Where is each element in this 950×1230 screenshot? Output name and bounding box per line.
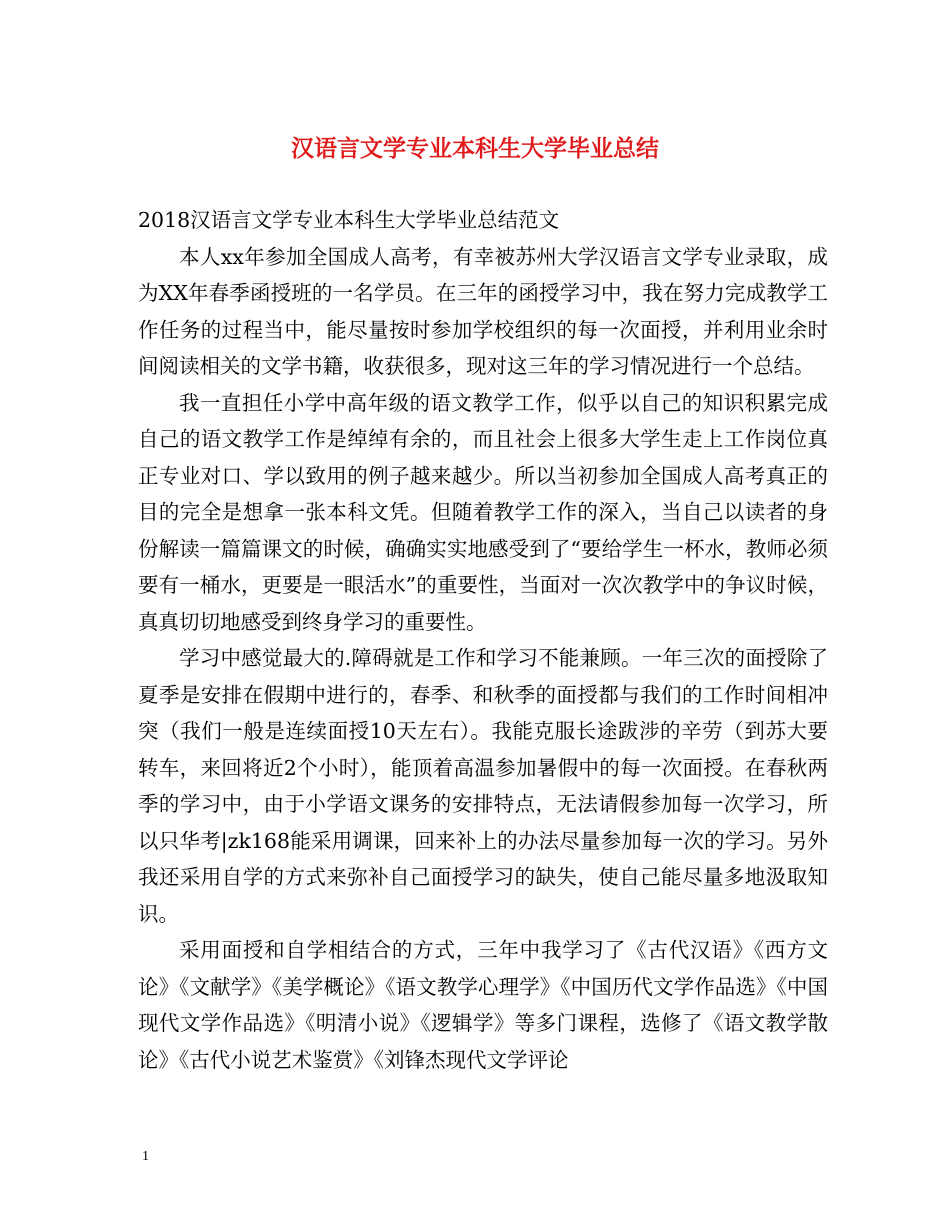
paragraph-2: 我一直担任小学中高年级的语文教学工作，似乎以自己的知识积累完成自己的语文教学工作是绰绰有余的，而且社会上很多大学生走上工作岗位真正专业对口、学以致用的例子越来越少。所以当初参加全国成人高考真正的目的完全是想拿一张本科文凭。但随着教学工作的深入，当自己以读者的身份解读一篇篇课文的时候，确确实实地感受到了“要给学生一杯水，教师必须要有一桶水，更要是一眼活水”的重要性，当面对一次次教学中的争议时候，真真切切地感受到终身学习的重要性。 [138,390,828,634]
document-title: 汉语言文学专业本科生大学毕业总结 [291,135,659,162]
paragraph-3: 学习中感觉最大的.障碍就是工作和学习不能兼顾。一年三次的面授除了夏季是安排在假期中进行的，春季、和秋季的面授都与我们的工作时间相冲突（我们一般是连续面授10天左右）。我能克服长途跋涉的辛劳（到苏大要转车，来回将近2个小时），能顶着高温参加暑假中的每一次面授。在春秋两季的学习中，由于小学语文课务的安排特点，无法请假参加每一次学习，所以只华考|zk168能采用调课，回来补上的办法尽量参加每一次的学习。另外我还采用自学的方式来弥补自己面授学习的缺失，使自己能尽量多地汲取知识。 [138,646,828,926]
paragraph-4: 采用面授和自学相结合的方式，三年中我学习了《古代汉语》《西方文论》《文献学》《美学概论》《语文教学心理学》《中国历代文学作品选》《中国现代文学作品选》《明清小说》《逻辑学》等多门课程，选修了《语文教学散论》《古代小说艺术鉴赏》《刘锋杰现代文学评论 [138,938,828,1072]
document-subtitle: 2018汉语言文学专业本科生大学毕业总结范文 [138,208,560,232]
document-body [138,202,828,1078]
page-number: 1 [142,1149,149,1164]
paragraph-1: 本人xx年参加全国成人高考，有幸被苏州大学汉语言文学专业录取，成为XX年春季函授班的一名学员。在三年的函授学习中，我在努力完成教学工作任务的过程当中，能尽量按时参加学校组织的每一次面授，并利用业余时间阅读相关的文学书籍，收获很多，现对这三年的学习情况进行一个总结。 [138,244,828,378]
